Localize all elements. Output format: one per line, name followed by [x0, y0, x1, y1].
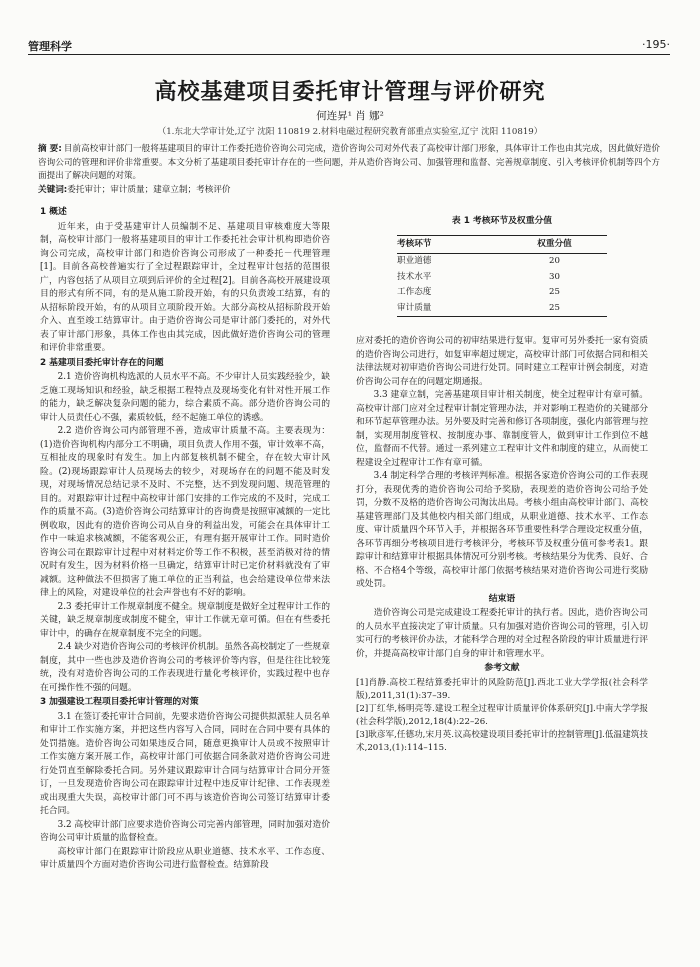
table-row	[397, 301, 607, 317]
body-paragraph: 应对委托的造价咨询公司的初审结果进行复审。复审可另外委托一家有资质的造价咨询公司进行，如复审率超过规定，高校审计部门可依据合同和相关法律法规对初审造价咨询公司进行处罚。同时建立工程审计例会制度，对造价咨询公司存在的问题定期通报。	[356, 336, 648, 387]
body-paragraph: 3.4 制定科学合理的考核评判标准。根据各家造价咨询公司的工作表现打分，表现优秀的造价咨询公司给予奖励，表现差的造价咨询公司给予处罚，分数不及格的造价咨询公司淘汰出局。考核小组由高校审计部门、高校基建管理部门及其他校内相关部门组成，从职业道德、技术水平、工作态度、审计质量四个环节入手，并根据各环节重要性科学合理设定权重分值，各环节再细分考核项目进行考核评分，考核环节及权重分值可参考表1。跟踪审计和结算审计根据具体情况可分别考核。考核结果分为优秀、良好、合格、不合格4个等级，高校审计部门依据考核结果对造价咨询公司进行奖励或处罚。	[356, 471, 648, 589]
article-authors: 何连昇¹ 肖 娜²	[316, 110, 384, 122]
page-number: ·195·	[642, 38, 670, 51]
reference-item: [1]肖静.高校工程结算委托审计的风险防范[J].西北工业大学学报(社会科学版),2011,31(1):37–39.	[356, 677, 648, 701]
body-paragraph: 2.4 缺少对造价咨询公司的考核评价机制。虽然各高校制定了一些规章制度，其中一些也涉及造价咨询公司的考核评价等内容，但是往往比较笼统，没有对造价咨询公司的工作表现进行量化考核评价，实践过程中也存在可操作性不强的问题。	[40, 642, 330, 693]
journal-name: 管理科学	[28, 40, 72, 53]
section-heading: 1 概述	[40, 207, 67, 217]
running-head	[28, 38, 670, 52]
body-paragraph: 3.2 高校审计部门应要求造价咨询公司完善内部管理，同时加强对造价咨询公司审计质量的监督检查。	[40, 819, 330, 843]
table-cell: 技术水平	[397, 271, 432, 282]
table-cell: 25	[549, 287, 560, 297]
abstract-text: 目前高校审计部门一般将基建项目的审计工作委托造价咨询公司完成，造价咨询公司对外代表了高校审计部门形象，具体审计工作也由其完成，因此做好造价咨询公司的管理和评价非常重要。本文分析了基建项目委托审计存在的一些问题，并从造价咨询公司、加强管理和监督、完善规章制度、引入考核评价机制等四个方面提出了解决问题的对策。	[38, 144, 660, 182]
body-paragraph: 3.1 在签订委托审计合同前，先要求造价咨询公司提供拟派驻人员名单和审计工作实施方案，并把这些内容写入合同，同时在合同中要有具体的处罚措施。造价咨询公司如果违反合同，随意更换审计人员或不按照审计工作实施方案开展工作，高校审计部门可依据合同条款对造价咨询公司进行处罚直至解除委托合同。另外建议跟踪审计合同与结算审计合同分开签订，一旦发现造价咨询公司在跟踪审计过程中违反审计纪律、工作表现差或出现重大失误，高校审计部门可不再与该造价咨询公司签订结算审计委托合同。	[40, 711, 330, 816]
body-paragraph: 3.3 建章立制，完善基建项目审计相关制度，使全过程审计有章可循。高校审计部门应对全过程审计制定管理办法，并对影响工程造价的关键部分和环节起草管理办法。另外要及时完善和修订各项制度，强化内部管理与控制，实现用制度管权、按制度办事、靠制度管人，做到审计工作到位不越位，监督而不代替。通过一系列建立工程审计文件和制度的建立，从而使工程建设全过程审计工作有章可循。	[356, 390, 648, 468]
table-header-cell: 考核环节	[397, 235, 502, 254]
body-paragraph: 2.1 造价咨询机构选派的人员水平不高。不少审计人员实践经验少，缺乏施工现场知识和经验，缺乏根据工程特点及现场变化有针对性开展工作的能力，缺乏解决复杂问题的能力，综合素质不高。部分造价咨询公司的审计人员责任心不强，素质较低，经不起施工单位的诱惑。	[40, 372, 330, 423]
article-title: 高校基建项目委托审计管理与评价研究	[154, 80, 546, 105]
table-cell: 职业道德	[397, 256, 432, 266]
section-heading: 结束语	[488, 593, 516, 604]
right-column	[356, 205, 648, 755]
right-column-text	[356, 335, 648, 755]
table-cell: 20	[549, 256, 560, 266]
abstract-label: 摘 要:	[38, 144, 62, 154]
table-cell: 30	[549, 271, 560, 282]
abstract	[38, 143, 660, 184]
keywords-text: 委托审计；审计质量；建章立制；考核评价	[67, 185, 231, 195]
body-paragraph: 2.3 委托审计工作规章制度不健全。规章制度是做好全过程审计工作的关键，缺乏规章制度或制度不健全，审计工作就无章可循。但在有些委托审计中，的确存在规章制度不完全的问题。	[40, 601, 330, 639]
body-paragraph: 高校审计部门在跟踪审计阶段应从职业道德、技术水平、工作态度、审计质量四个方面对造价咨询公司进行监督检查。结算阶段	[40, 846, 330, 870]
table-header-cell: 权重分值	[502, 235, 607, 254]
reference-item: [3]耿彦军,任德功,宋月英.议高校建设项目委托审计的控制管理[J].低温建筑技术,2013,(1):114–115.	[356, 729, 648, 753]
assessment-table	[397, 235, 607, 318]
table-cell: 审计质量	[397, 301, 502, 317]
table-header-row	[397, 235, 607, 254]
author-affiliation: （1.东北大学审计处,辽宁 沈阳 110819 2.材料电磁过程研究教育部重点实验室,辽宁 沈阳 110819）	[157, 127, 543, 137]
header-rule	[28, 54, 670, 55]
keywords-label: 关键词:	[38, 185, 68, 195]
body-paragraph: 造价咨询公司是完成建设工程委托审计的执行者。因此，造价咨询公司的人员水平直接决定了审计质量。只有加强对造价咨询公司的管理，引入切实可行的考核评价办法，才能科学合理的对全过程各阶段的审计质量进行评价，并提高高校审计部门自身的审计和管理水平。	[356, 608, 648, 659]
table-row	[397, 254, 607, 270]
section-heading: 2 基建项目委托审计存在的问题	[40, 357, 164, 368]
table-cell: 25	[502, 301, 607, 317]
keywords	[38, 183, 660, 195]
reference-item: [2]丁红华,杨明亮等.建设工程全过程审计质量评价体系研究[J].中南大学学报(社会科学版),2012,18(4):22–26.	[356, 703, 648, 727]
section-heading: 3 加强建设工程项目委托审计管理的对策	[40, 697, 199, 707]
body-paragraph: 2.2 造价咨询公司内部管理不善，造成审计质量不高。主要表现为：(1)造价咨询机构内部分工不明确，项目负责人作用不强，审计效率不高，互相扯皮的现象时有发生。加上内部复核机制不健全，存在较大审计风险。(2)现场跟踪审计人员现场去的较少，对现场存在的问题不能及时发现，对现场情况总结记录不及时、不完整，达不到发现问题、规范管理的目的。对跟踪审计过程中高校审计部门安排的工作完成的不及时，完成工作的质量不高。(3)造价咨询公司结算审计的咨询费是按照审减额的一定比例收取，因此有的造价咨询公司从自身的利益出发，可能会在具体审计工作中一味追求核减额，不能客观公正，有理有据开展审计工作。同时造价咨询公司在跟踪审计过程中对材料定价等工作不积极，甚至消极对待的情况时有发生，因为材料价格一旦确定，结算审计时已定价材料就没有了审减额。这种做法不但损害了施工单位的正当利益，也会给建设单位带来法律上的风险，对建设单位的社会声誉也有不好的影响。	[40, 426, 330, 598]
body-paragraph: 近年来，由于受基建审计人员编制不足、基建项目审核难度大等限制，高校审计部门一般将基建项目的审计工作委托社会审计机构即造价咨询公司完成，高校审计部门和造价咨询公司形成了一种委托－代理管理[1]。目前各高校普遍实行了全过程跟踪审计，全过程审计包括的范围很广，内容包括了从项目立项到后评价的全过程[2]。目前各高校开展建设项目的形式有所不同，有的是从施工阶段开始，有的只负责竣工结算，有的从招标阶段开始，有的从项目立项阶段开始。大部分高校从招标阶段开始介入、直至竣工结算审计。由于造价咨询公司是审计部门委托的，对外代表了审计部门形象，具体工作也由其完成，因此做好造价咨询公司的管理和评价非常重要。	[40, 221, 330, 353]
section-heading: 参考文献	[484, 663, 520, 673]
table-caption: 表 1 考核环节及权重分值	[451, 216, 553, 226]
table-cell: 工作态度	[397, 287, 432, 297]
table-row	[397, 285, 607, 301]
left-column	[40, 205, 330, 873]
table-row	[397, 270, 607, 286]
